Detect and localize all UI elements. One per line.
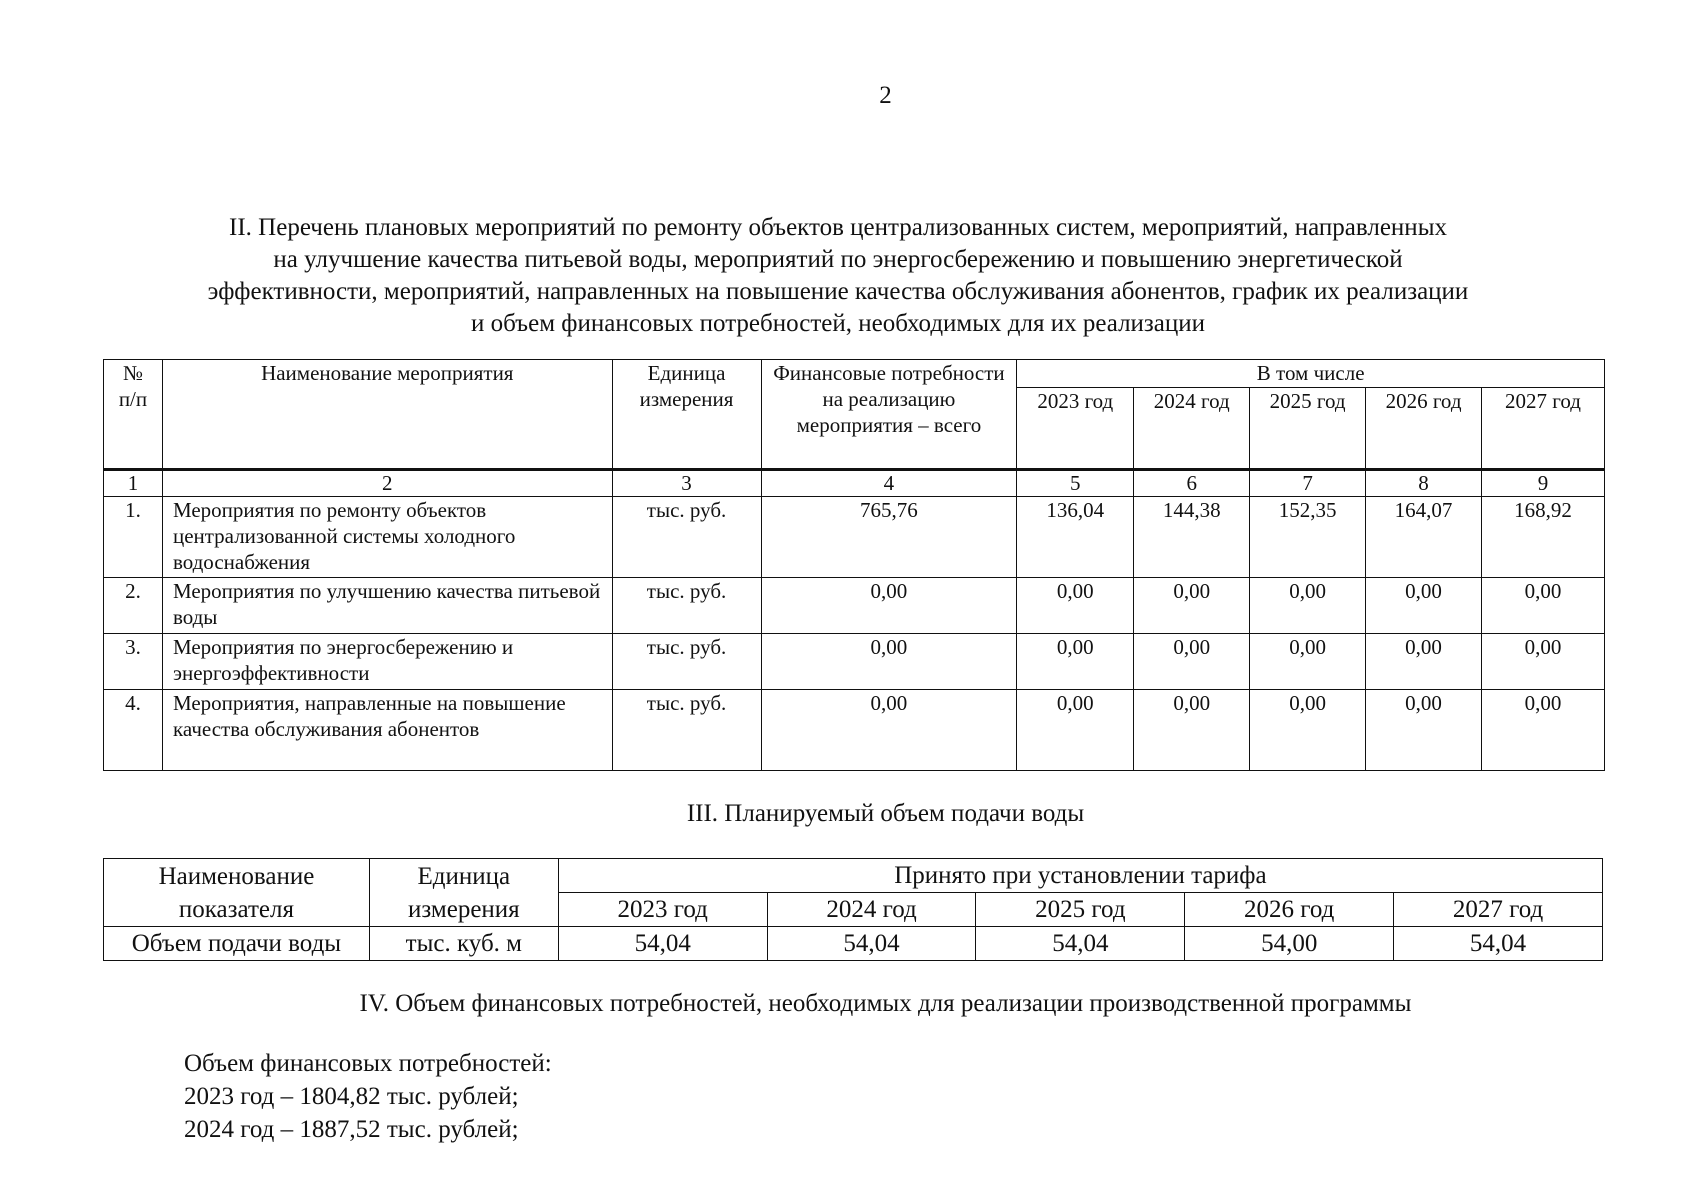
table-row [104, 690, 1605, 771]
row-unit: тыс. руб. [612, 578, 761, 634]
table-row [104, 497, 1605, 578]
row-name: Мероприятия по энергосбережению и энергоэффективности [162, 634, 612, 690]
column-number: 2 [162, 470, 612, 497]
row-unit: тыс. руб. [612, 634, 761, 690]
header-year: 2023 год [558, 893, 767, 927]
row-value: 0,00 [1482, 690, 1605, 771]
header-year: 2024 год [1134, 388, 1250, 470]
column-number: 5 [1017, 470, 1134, 497]
financial-line: 2024 год – 1887,52 тыс. рублей; [184, 1116, 519, 1143]
financial-line: 2023 год – 1804,82 тыс. рублей; [184, 1083, 519, 1110]
header-year: 2026 год [1366, 388, 1482, 470]
row-value: 0,00 [1366, 578, 1482, 634]
header-year: 2027 год [1394, 893, 1603, 927]
financial-needs [184, 1047, 552, 1146]
column-number: 3 [612, 470, 761, 497]
row-value: 0,00 [1366, 634, 1482, 690]
row-value: 164,07 [1366, 497, 1482, 578]
row-value: 0,00 [1134, 578, 1250, 634]
row-value: 0,00 [1482, 634, 1605, 690]
header-year: 2024 год [767, 893, 976, 927]
section2-title-line: на улучшение качества питьевой воды, мероприятий по энергосбережению и повышению энергетической [273, 246, 1403, 273]
row-num: 2. [104, 578, 163, 634]
row-total: 0,00 [761, 578, 1017, 634]
column-number: 1 [104, 470, 163, 497]
table-row [104, 578, 1605, 634]
column-number: 7 [1250, 470, 1366, 497]
row-unit: тыс. руб. [612, 497, 761, 578]
row-value: 0,00 [1250, 634, 1366, 690]
section2-title-line: II. Перечень плановых мероприятий по ремонту объектов централизованных систем, мероприятий, направленных [229, 214, 1447, 241]
row-num: 4. [104, 690, 163, 771]
row-value: 168,92 [1482, 497, 1605, 578]
row-value: 0,00 [1134, 634, 1250, 690]
header-year: 2027 год [1482, 388, 1605, 470]
column-number: 4 [761, 470, 1017, 497]
row-value: 0,00 [1017, 578, 1134, 634]
row-value: 136,04 [1017, 497, 1134, 578]
row-total: 0,00 [761, 690, 1017, 771]
row-total: 765,76 [761, 497, 1017, 578]
row-value: 54,04 [558, 927, 767, 961]
header-year: 2025 год [976, 893, 1185, 927]
row-value: 54,04 [1394, 927, 1603, 961]
row-value: 54,00 [1185, 927, 1394, 961]
row-name: Мероприятия, направленные на повышение качества обслуживания абонентов [162, 690, 612, 771]
row-value: 152,35 [1250, 497, 1366, 578]
row-name: Мероприятия по ремонту объектов централизованной системы холодного водоснабжения [162, 497, 612, 578]
row-name: Объем подачи воды [104, 927, 370, 961]
header-name: Наименование мероприятия [162, 360, 612, 470]
row-value: 0,00 [1017, 634, 1134, 690]
row-name: Мероприятия по улучшению качества питьевой воды [162, 578, 612, 634]
row-value: 54,04 [976, 927, 1185, 961]
row-value: 0,00 [1250, 690, 1366, 771]
table-row [104, 634, 1605, 690]
row-value: 0,00 [1482, 578, 1605, 634]
column-number-row [104, 470, 1605, 497]
column-number: 6 [1134, 470, 1250, 497]
header-unit: Единица измерения [369, 859, 558, 927]
row-unit: тыс. куб. м [369, 927, 558, 961]
row-value: 0,00 [1017, 690, 1134, 771]
water-supply-table [103, 858, 1603, 961]
measures-table [103, 359, 1605, 771]
section3-title: III. Планируемый объем подачи воды [686, 800, 1085, 827]
column-number: 8 [1366, 470, 1482, 497]
financial-intro: Объем финансовых потребностей: [184, 1050, 552, 1077]
header-including: В том числе [1017, 360, 1605, 388]
row-value: 54,04 [767, 927, 976, 961]
section4-title: IV. Объем финансовых потребностей, необходимых для реализации производственной программы [359, 990, 1412, 1017]
header-unit: Единица измерения [612, 360, 761, 470]
section2-title-line: и объем финансовых потребностей, необходимых для их реализации [470, 310, 1206, 337]
header-year: 2023 год [1017, 388, 1134, 470]
header-accepted: Принято при установлении тарифа [558, 859, 1602, 893]
header-year: 2026 год [1185, 893, 1394, 927]
column-number: 9 [1482, 470, 1605, 497]
section2-title [110, 212, 1566, 340]
header-year: 2025 год [1250, 388, 1366, 470]
row-value: 0,00 [1134, 690, 1250, 771]
row-num: 1. [104, 497, 163, 578]
header-row [104, 859, 1603, 893]
row-value: 0,00 [1250, 578, 1366, 634]
row-unit: тыс. руб. [612, 690, 761, 771]
header-row [104, 360, 1605, 388]
header-finance: Финансовые потребности на реализацию мероприятия – всего [761, 360, 1017, 470]
row-num: 3. [104, 634, 163, 690]
row-value: 144,38 [1134, 497, 1250, 578]
header-num: № п/п [104, 360, 163, 470]
page-number: 2 [879, 82, 892, 109]
table-row [104, 927, 1603, 961]
row-value: 0,00 [1366, 690, 1482, 771]
row-total: 0,00 [761, 634, 1017, 690]
section2-title-line: эффективности, мероприятий, направленных на повышение качества обслуживания абонентов, график их реализации [207, 278, 1469, 305]
header-indicator: Наименование показателя [104, 859, 370, 927]
